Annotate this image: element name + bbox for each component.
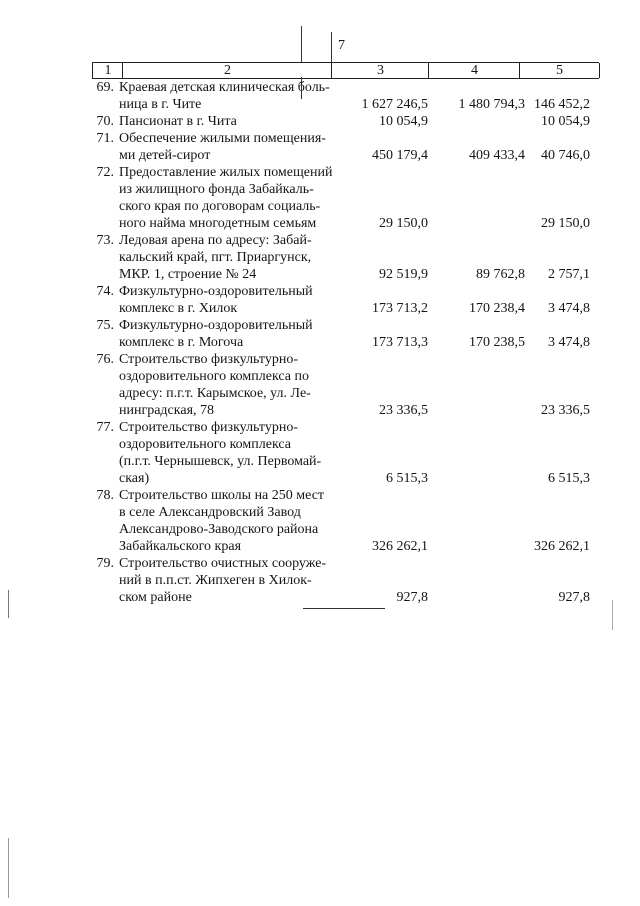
scan-artifact-line-right [612, 600, 613, 630]
row-value-col3: 6 515,3 [386, 471, 428, 486]
row-name-line: ний в п.п.ст. Жипхеген в Хилок- [119, 573, 312, 588]
row-value-col4: 170 238,4 [469, 301, 525, 316]
row-name-line: ного найма многодетным семьям [119, 216, 317, 231]
row-name-line: Строительство физкультурно- [119, 420, 298, 435]
row-name-line: ская) [119, 471, 150, 486]
row-name-line: ском районе [119, 590, 192, 605]
header-mark [301, 26, 302, 62]
row-number: 78. [96, 488, 114, 503]
row-number: 76. [96, 352, 114, 367]
row-name-line: кальский край, пгт. Приаргунск, [119, 250, 312, 265]
row-value-col3: 450 179,4 [372, 148, 428, 163]
header-col-5: 5 [519, 63, 600, 78]
row-name [119, 232, 363, 283]
budget-table [92, 62, 599, 79]
row-number: 74. [96, 284, 114, 299]
header-col-4: 4 [428, 63, 520, 78]
row-value-col5: 10 054,9 [541, 114, 590, 129]
row-value-col4: 1 480 794,3 [458, 97, 525, 112]
scan-artifact-line-bottom [8, 838, 9, 898]
row-value-col5: 23 336,5 [541, 403, 590, 418]
row-name-line: Забайкальского края [119, 539, 242, 554]
row-value-col4: 89 762,8 [476, 267, 525, 282]
header-col-1: 1 [92, 63, 123, 78]
row-value-col3: 10 054,9 [379, 114, 428, 129]
row-name [119, 164, 363, 232]
row-value-col3: 173 713,2 [372, 301, 428, 316]
row-name-line: Строительство физкультурно- [119, 352, 298, 367]
header-mark-secondary [331, 32, 332, 62]
row-value-col3: 173 713,3 [372, 335, 428, 350]
row-value-col3: 92 519,9 [379, 267, 428, 282]
page-number: 7 [338, 38, 345, 53]
row-name-line: Строительство школы на 250 мест [119, 488, 325, 503]
row-name [119, 419, 363, 487]
row-number: 75. [96, 318, 114, 333]
row-name-line: Предоставление жилых помещений [119, 165, 333, 180]
row-name-line: из жилищного фонда Забайкаль- [119, 182, 314, 197]
row-value-col5: 40 746,0 [541, 148, 590, 163]
row-name-line: комплекс в г. Могоча [119, 335, 244, 350]
row-number: 77. [96, 420, 114, 435]
row-name [119, 555, 363, 606]
row-name-line: Ледовая арена по адресу: Забай- [119, 233, 312, 248]
table-header-row [92, 62, 599, 79]
row-name-line: ского края по договорам социаль- [119, 199, 321, 214]
row-name-line: ми детей-сирот [119, 148, 211, 163]
row-name-line: МКР. 1, строение № 24 [119, 267, 257, 282]
row-name [119, 130, 363, 164]
end-of-table-rule [303, 608, 385, 609]
row-number: 71. [96, 131, 114, 146]
row-number: 69. [96, 80, 114, 95]
row-name-line: комплекс в г. Хилок [119, 301, 238, 316]
scan-artifact-line [8, 590, 9, 618]
row-name [119, 351, 363, 419]
row-value-col5: 326 262,1 [534, 539, 590, 554]
row-name-line: Краевая детская клиническая боль- [119, 80, 330, 95]
header-col-2: 2 [122, 63, 332, 78]
row-name [119, 113, 363, 130]
row-value-col3: 1 627 246,5 [361, 97, 428, 112]
row-name-line: Обеспечение жилыми помещения- [119, 131, 326, 146]
row-name [119, 79, 363, 113]
row-number: 70. [96, 114, 114, 129]
row-name-line: адресу: п.г.т. Карымское, ул. Ле- [119, 386, 311, 401]
row-name-line: ница в г. Чите [119, 97, 202, 112]
row-name-line: Александрово-Заводского района [119, 522, 319, 537]
row-value-col5: 927,8 [558, 590, 590, 605]
row-name-line: в селе Александровский Завод [119, 505, 301, 520]
row-value-col5: 3 474,8 [548, 335, 590, 350]
row-name-line: нинградская, 78 [119, 403, 215, 418]
row-value-col5: 3 474,8 [548, 301, 590, 316]
row-value-col5: 6 515,3 [548, 471, 590, 486]
row-value-col3: 927,8 [396, 590, 428, 605]
row-name-line: Пансионат в г. Чита [119, 114, 237, 129]
row-name-line: оздоровительного комплекса по [119, 369, 310, 384]
row-value-col3: 326 262,1 [372, 539, 428, 554]
row-name [119, 283, 363, 317]
row-value-col4: 409 433,4 [469, 148, 525, 163]
row-number: 73. [96, 233, 114, 248]
row-name-line: оздоровительного комплекса [119, 437, 292, 452]
row-number: 79. [96, 556, 114, 571]
row-value-col5: 29 150,0 [541, 216, 590, 231]
row-number: 72. [96, 165, 114, 180]
row-value-col5: 2 757,1 [548, 267, 590, 282]
row-value-col3: 29 150,0 [379, 216, 428, 231]
row-name-line: Физкультурно-оздоровительный [119, 318, 313, 333]
header-col-3: 3 [331, 63, 429, 78]
row-value-col5: 146 452,2 [534, 97, 590, 112]
row-name-line: Строительство очистных сооруже- [119, 556, 327, 571]
row-name-line: Физкультурно-оздоровительный [119, 284, 313, 299]
row-value-col4: 170 238,5 [469, 335, 525, 350]
row-value-col3: 23 336,5 [379, 403, 428, 418]
row-name [119, 317, 363, 351]
row-name [119, 487, 363, 555]
row-name-line: (п.г.т. Чернышевск, ул. Первомай- [119, 454, 322, 469]
